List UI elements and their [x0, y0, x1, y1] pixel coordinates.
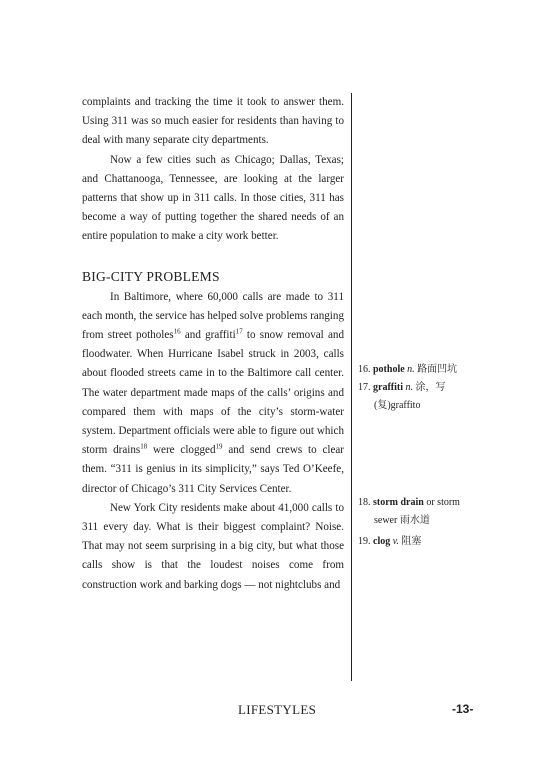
glossary-term: pothole — [373, 364, 405, 375]
paragraph-3-part-a: In Baltimore, where 60,000 calls are made to 311 each month, the service has helped solve problems ranging from street potholes — [82, 290, 344, 342]
glossary-term: graffiti — [373, 382, 403, 393]
main-text-column — [82, 93, 344, 595]
glossary-continuation: (复)graffito — [374, 400, 421, 411]
glossary-definition: 涂，写 — [415, 382, 446, 393]
page-number: -13- — [452, 702, 474, 716]
paragraph-4: New York City residents make about 41,000 calls to 311 every day. What is their biggest complaint? Noise. That may not seem surprising in a big city, but what those calls show is that the loudest noises come from construction work and barking dogs — not nightclubs and — [82, 501, 344, 591]
footnote-16-ref: 16 — [173, 327, 181, 336]
paragraph-3-part-c: to snow removal and floodwater. When Hurricane Isabel struck in 2003, calls about flooded streets came in to the Baltimore call center. The water department made maps of the calls’ origins and compared them with maps of the city’s storm-water system. Department officials were able to figure out which storm drains — [82, 329, 344, 457]
glossary-term: storm drain — [373, 497, 424, 508]
paragraph-3-part-d: were clogged — [147, 444, 216, 457]
footer-section-title: LIFESTYLES — [238, 702, 317, 717]
glossary-number: 16. — [358, 364, 371, 375]
section-heading: BIG-CITY PROBLEMS — [82, 268, 220, 284]
glossary-pos: n. — [407, 364, 415, 375]
glossary-continuation: sewer 雨水道 — [374, 515, 430, 526]
glossary-entry-19 — [358, 533, 480, 551]
glossary-term: clog — [373, 536, 391, 547]
glossary-definition: 路面凹坑 — [417, 364, 458, 375]
glossary-entry-16 — [358, 361, 480, 379]
column-divider — [351, 93, 352, 681]
paragraph-3 — [82, 288, 344, 499]
glossary-number: 18. — [358, 497, 371, 508]
glossary-pos: n. — [405, 382, 413, 393]
footnote-18-ref: 18 — [140, 442, 148, 451]
glossary-definition: 阻塞 — [401, 536, 422, 547]
footnote-19-ref: 19 — [215, 442, 223, 451]
paragraph-2: Now a few cities such as Chicago; Dallas, Texas; and Chattanooga, Tennessee, are looking at the larger patterns that show up in 311 calls. In those cities, 311 has become a way of putting together the shared needs of an entire population to make a city work better. — [82, 153, 344, 243]
glossary-number: 17. — [358, 382, 371, 393]
paragraph-3-part-b: and graffiti — [180, 329, 236, 342]
paragraph-1: complaints and tracking the time it took to answer them. Using 311 was so much easier for residents than having to deal with many separate city departments. — [82, 96, 344, 147]
footnote-17-ref: 17 — [235, 327, 243, 336]
glossary-pos: v. — [392, 536, 399, 547]
glossary-definition: or storm — [426, 497, 460, 508]
glossary-entry-18 — [358, 494, 480, 530]
glossary-entry-17 — [358, 379, 480, 415]
glossary-number: 19. — [358, 536, 371, 547]
paragraph-3-part-e: and send crews to clear them. “311 is genius in its simplicity,” says Ted O’Keefe, director of Chicago’s 311 City Services Center. — [82, 444, 344, 495]
